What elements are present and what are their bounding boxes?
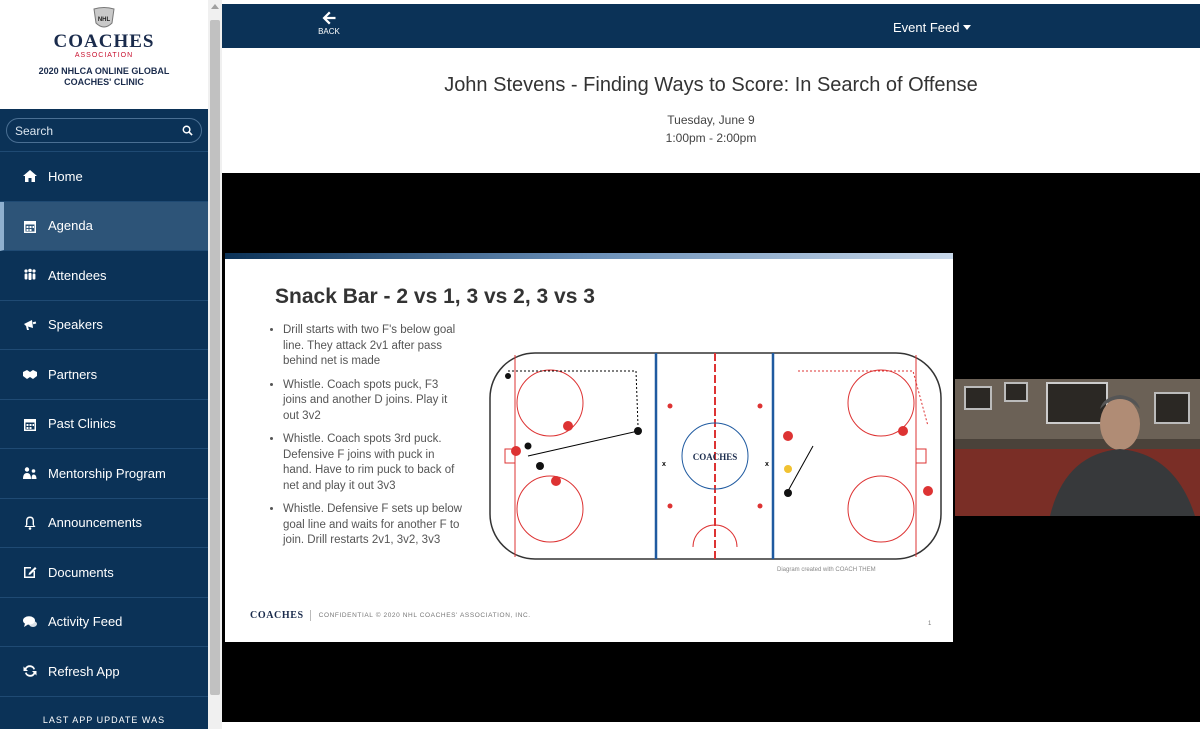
sidebar-item-home[interactable] [0, 152, 208, 202]
sidebar-item-partners[interactable] [0, 350, 208, 400]
rink-diagram [488, 351, 943, 561]
slide-header-band [225, 253, 953, 259]
slide-bullet: • Whistle. Coach spots puck, F3 joins and another D joins. Play it out 3v2 [283, 378, 463, 425]
slide-title: Snack Bar - 2 vs 1, 3 vs 2, 3 vs 3 [275, 285, 595, 308]
arrow-left-icon [321, 10, 337, 26]
diagram-credit: Diagram created with COACH THEM [777, 567, 876, 573]
event-feed-dropdown[interactable] [893, 20, 971, 35]
webcam-feed-image [955, 379, 1200, 516]
top-bar [222, 4, 1200, 48]
nhlca-logo[interactable] [0, 0, 208, 109]
presentation-slide [225, 253, 953, 642]
search-input[interactable] [6, 118, 202, 143]
sidebar-item-label: Mentorship Program [48, 465, 166, 481]
svg-text:NHL: NHL [97, 17, 111, 23]
video-player[interactable] [222, 173, 1200, 722]
slide-footer-text: CONFIDENTIAL © 2020 NHL COACHES' ASSOCIATION, INC. [318, 612, 531, 619]
calendar-icon [22, 218, 38, 234]
clinic-name-line2: COACHES' CLINIC [64, 77, 144, 87]
speaker-webcam [955, 379, 1200, 516]
nhl-shield-icon [91, 6, 117, 32]
sidebar-nav [0, 151, 208, 697]
bell-icon [22, 515, 38, 531]
sidebar-item-label: Activity Feed [48, 614, 123, 630]
sidebar-item-agenda[interactable] [0, 202, 208, 252]
slide-bullets [283, 323, 463, 557]
last-update-text: LAST APP UPDATE WAS [42, 715, 166, 725]
session-time: 1:00pm - 2:00pm [665, 131, 757, 145]
sidebar-item-documents[interactable] [0, 548, 208, 598]
clinic-name [39, 66, 170, 88]
logo-word: COACHES [53, 31, 155, 52]
sidebar-scrollbar[interactable] [208, 0, 222, 729]
sidebar [0, 0, 208, 729]
refresh-icon [22, 663, 38, 679]
sidebar-item-label: Partners [48, 366, 98, 382]
sidebar-item-label: Speakers [48, 317, 103, 333]
slide-footer-logo: COACHES [250, 610, 311, 621]
sidebar-item-label: Refresh App [48, 663, 120, 679]
event-feed-label: Event Feed [893, 20, 960, 35]
clinic-name-line1: 2020 NHLCA ONLINE GLOBAL [38, 66, 170, 76]
sidebar-item-activity-feed[interactable] [0, 598, 208, 648]
user-group-icon [22, 465, 38, 481]
session-title: John Stevens - Finding Ways to Score: In Search of Offense [444, 74, 978, 96]
back-label: BACK [318, 27, 340, 36]
edit-icon [22, 564, 38, 580]
sidebar-item-label: Attendees [48, 267, 107, 283]
logo-association: ASSOCIATION [74, 52, 134, 59]
sidebar-item-mentorship-program[interactable] [0, 449, 208, 499]
svg-text:x: x [765, 461, 769, 468]
handshake-icon [22, 366, 38, 382]
home-icon [22, 168, 38, 184]
session-date: Tuesday, June 9 [667, 113, 755, 127]
megaphone-icon [22, 317, 38, 333]
rink-center-logo: COACHES [692, 452, 738, 462]
slide-page-number: 1 [928, 621, 932, 627]
slide-bullet: • Drill starts with two F's below goal line. They attack 2v1 after pass behind net is made [283, 323, 463, 370]
sidebar-item-label: Home [48, 168, 83, 184]
slide-bullet: • Whistle. Coach spots 3rd puck. Defensive F joins with puck in hand. Have to rim puck to back of net and play it out 3v3 [283, 432, 463, 494]
sidebar-item-past-clinics[interactable] [0, 400, 208, 450]
search-placeholder: Search [15, 123, 54, 138]
caret-down-icon [963, 25, 971, 30]
sidebar-item-label: Agenda [48, 218, 93, 234]
sidebar-item-label: Past Clinics [48, 416, 116, 432]
sidebar-item-announcements[interactable] [0, 499, 208, 549]
slide-bullet: • Whistle. Defensive F sets up below goal line and waits for another F to join. Drill restarts 2v1, 3v2, 3v3 [283, 502, 463, 549]
slide-footer [250, 610, 531, 621]
sidebar-item-refresh-app[interactable] [0, 647, 208, 697]
sidebar-item-speakers[interactable] [0, 301, 208, 351]
calendar-icon [22, 416, 38, 432]
search-icon[interactable] [182, 125, 193, 136]
back-button[interactable] [315, 10, 343, 36]
sidebar-item-label: Documents [48, 564, 114, 580]
people-icon [22, 267, 38, 283]
chat-icon [22, 614, 38, 630]
scroll-thumb[interactable] [210, 20, 220, 695]
scroll-up-arrow-icon[interactable] [211, 4, 219, 9]
sidebar-item-label: Announcements [48, 515, 142, 531]
sidebar-item-attendees[interactable] [0, 251, 208, 301]
svg-text:x: x [662, 461, 666, 468]
